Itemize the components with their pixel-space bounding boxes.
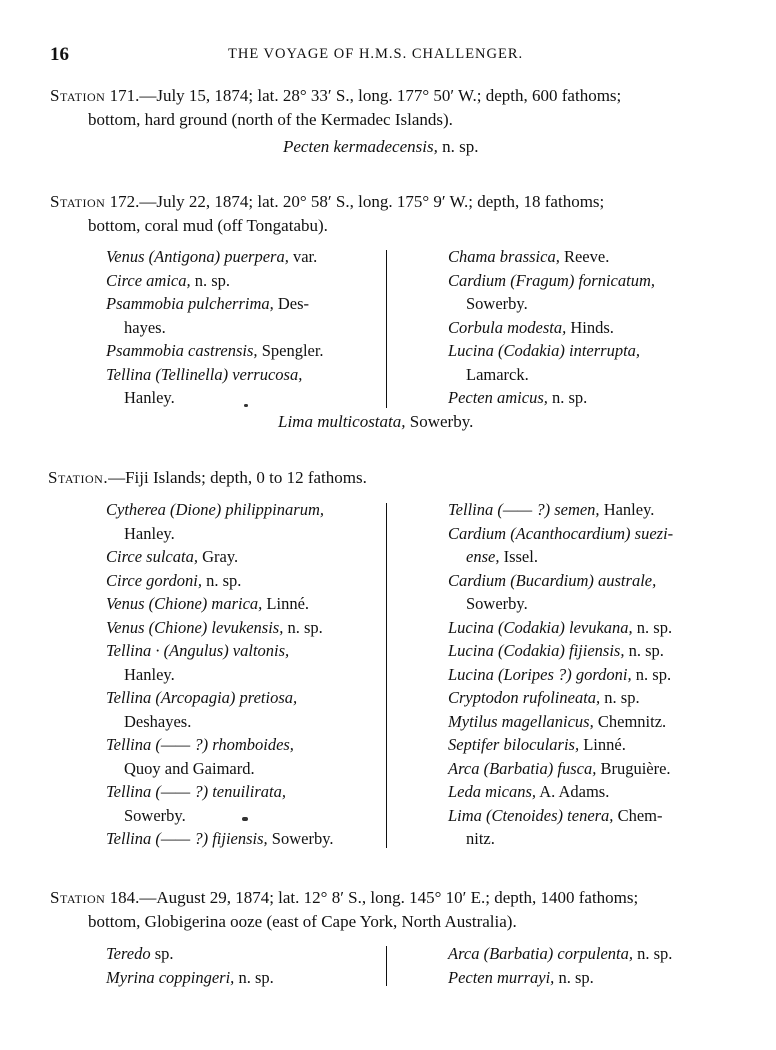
- running-title: THE VOYAGE OF H.M.S. CHALLENGER.: [228, 46, 524, 62]
- species-authority: Hanley.: [124, 664, 175, 684]
- station-184-heading: [50, 888, 638, 908]
- species-entry-line: [448, 269, 713, 293]
- species-entry-continuation: [448, 545, 713, 569]
- species-entry-line: [106, 966, 364, 990]
- species-authority: Deshayes.: [124, 711, 192, 731]
- species-authority: n. sp.: [283, 617, 323, 637]
- station-171-heading: [50, 86, 621, 106]
- species-entry: [448, 966, 713, 990]
- species-name: Psammobia pulcherrima,: [106, 294, 274, 313]
- station-171-line2: bottom, hard ground (north of the Kermadec Islands).: [88, 110, 453, 129]
- species-entry: [106, 780, 364, 827]
- species-entry-line: [106, 269, 364, 293]
- species-entry-line: [448, 710, 713, 734]
- species-entry-line: [448, 386, 713, 410]
- station-184-line2: bottom, Globigerina ooze (east of Cape York, North Australia).: [88, 912, 517, 931]
- species-entry-line: [448, 245, 713, 269]
- column-divider: [386, 250, 387, 408]
- species-name: Lima multicostata,: [278, 412, 406, 431]
- species-name: Arca (Barbatia) fusca,: [448, 758, 597, 778]
- species-authority: n. sp.: [632, 617, 673, 637]
- species-name: Tellina (—— ?) tenuilirata,: [106, 782, 286, 801]
- species-entry: [106, 639, 364, 686]
- species-name: Cardium (Bucardium) australe,: [448, 570, 657, 590]
- station-172-line1: 172.—July 22, 1874; lat. 20° 58′ S., long. 175° 9′ W.; depth, 18 fathoms;: [109, 192, 605, 211]
- station-172-right-column: [448, 245, 713, 410]
- species-entry: [448, 386, 713, 410]
- species-entry-line: [448, 339, 713, 363]
- species-authority: sp.: [150, 944, 174, 963]
- species-name: Mytilus magellanicus,: [448, 711, 594, 731]
- species-authority: Reeve.: [559, 247, 610, 266]
- station-172-center-species: [278, 412, 473, 432]
- species-authority: Chemnitz.: [593, 711, 667, 731]
- species-authority: Hanley.: [124, 523, 175, 543]
- species-entry: [448, 245, 713, 269]
- species-entry: [106, 498, 364, 545]
- fiji-right-column: [448, 498, 713, 851]
- species-entry: [448, 804, 713, 851]
- species-entry-line: [106, 363, 364, 387]
- species-entry-line: [106, 339, 364, 363]
- species-authority: var.: [288, 247, 318, 266]
- species-entry-line: [106, 780, 364, 804]
- species-authority: Spengler.: [257, 341, 324, 360]
- species-entry: [448, 663, 713, 687]
- species-authority: Hanley.: [124, 388, 175, 407]
- species-name: Tellina (—— ?) rhomboides,: [106, 735, 294, 754]
- species-entry-line: [448, 498, 713, 522]
- species-name: Septifer bilocularis,: [448, 735, 580, 754]
- species-entry-line: [106, 292, 364, 316]
- station-label: Station: [50, 888, 106, 907]
- species-entry: [106, 592, 364, 616]
- station-184-line1: 184.—August 29, 1874; lat. 12° 8′ S., long. 145° 10′ E.; depth, 1400 fathoms;: [109, 888, 639, 907]
- species-entry-line: [448, 316, 713, 340]
- species-entry: [448, 498, 713, 522]
- species-name: Lucina (Codakia) fijiensis,: [448, 641, 625, 660]
- species-entry-line: [448, 663, 713, 687]
- station-172-left-column: [106, 245, 364, 410]
- species-name: Chama brassica,: [448, 247, 560, 266]
- species-name: Lucina (Codakia) interrupta,: [448, 341, 641, 360]
- species-name: Teredo: [106, 944, 151, 963]
- species-authority: n. sp.: [600, 688, 640, 707]
- species-authority: Hinds.: [566, 317, 614, 337]
- station-172-heading: [50, 192, 604, 212]
- species-authority: Sowerby.: [466, 594, 528, 613]
- species-name: Tellina (Arcopagia) pretiosa,: [106, 688, 298, 707]
- species-entry: [448, 757, 713, 781]
- species-entry: [106, 245, 364, 269]
- species-authority: Bruguière.: [596, 758, 671, 778]
- species-name: Venus (Chione) marica,: [106, 594, 263, 613]
- species-entry: [448, 269, 713, 316]
- species-entry-line: [106, 592, 364, 616]
- station-184-right-column: [448, 942, 713, 989]
- species-authority: Hanley.: [599, 500, 655, 519]
- species-name: Circe gordoni,: [106, 570, 202, 590]
- species-entry: [106, 942, 364, 966]
- species-entry-line: [106, 245, 364, 269]
- species-entry-line: [106, 569, 364, 593]
- species-entry: [106, 269, 364, 293]
- species-entry-line: [448, 804, 713, 828]
- species-entry: [106, 966, 364, 990]
- species-entry: [448, 780, 713, 804]
- print-speck: [244, 404, 248, 407]
- species-name: Pecten murrayi,: [448, 967, 555, 987]
- species-entry-continuation: [106, 386, 364, 410]
- species-name: Corbula modesta,: [448, 317, 567, 337]
- species-authority: Gray.: [197, 547, 239, 566]
- species-name: Tellina (—— ?) fijiensis,: [106, 829, 268, 848]
- species-name: Cardium (Acanthocardium) suezi-: [448, 523, 674, 543]
- station-171-species: [283, 137, 478, 157]
- species-entry-line: [106, 733, 364, 757]
- species-entry: [448, 569, 713, 616]
- species-entry-continuation: [448, 827, 713, 851]
- station-label: Station.: [48, 468, 109, 487]
- species-authority: Des-: [273, 294, 310, 313]
- species-entry-line: [448, 616, 713, 640]
- species-entry-line: [448, 569, 713, 593]
- species-entry-line: [448, 757, 713, 781]
- species-authority: Sowerby.: [124, 805, 186, 825]
- species-entry-line: [106, 498, 364, 522]
- species-authority: n. sp.: [190, 270, 231, 290]
- species-entry-line: [106, 827, 364, 851]
- species-entry-continuation: [106, 804, 364, 828]
- species-authority: Sowerby.: [466, 294, 528, 313]
- fiji-left-column: [106, 498, 364, 851]
- species-entry-line: [106, 942, 364, 966]
- species-authority: Sowerby.: [405, 412, 474, 431]
- column-divider: [386, 503, 387, 848]
- species-authority: n. sp.: [201, 570, 242, 590]
- species-authority: n. sp.: [547, 388, 588, 407]
- species-name: Cytherea (Dione) philippinarum,: [106, 500, 324, 519]
- species-name: Cryptodon rufolineata,: [448, 688, 601, 707]
- species-entry: [448, 316, 713, 340]
- species-name: Venus (Chione) levukensis,: [106, 617, 284, 637]
- species-entry: [106, 827, 364, 851]
- species-authority: Linné.: [579, 735, 626, 754]
- species-authority: Linné.: [262, 594, 310, 613]
- species-entry-continuation: [448, 292, 713, 316]
- species-name: Arca (Barbatia) corpulenta,: [448, 944, 633, 963]
- species-name-continuation: ense,: [466, 547, 500, 566]
- species-entry: [448, 710, 713, 734]
- species-authority: Sowerby.: [267, 829, 334, 848]
- species-entry: [448, 522, 713, 569]
- species-entry: [106, 339, 364, 363]
- species-entry-line: [106, 686, 364, 710]
- station-172-line2: bottom, coral mud (off Tongatabu).: [88, 216, 328, 235]
- species-authority: n. sp.: [554, 967, 594, 987]
- species-entry: [106, 363, 364, 410]
- species-entry-line: [106, 545, 364, 569]
- species-authority: nitz.: [466, 829, 495, 848]
- species-name: Cardium (Fragum) fornicatum,: [448, 270, 656, 290]
- species-entry: [106, 616, 364, 640]
- station-184-left-column: [106, 942, 364, 989]
- species-authority: hayes.: [124, 317, 166, 337]
- station-label: Station: [50, 86, 106, 105]
- species-entry: [106, 686, 364, 733]
- species-entry: [106, 569, 364, 593]
- species-entry-continuation: [448, 363, 713, 387]
- species-name: Myrina coppingeri,: [106, 967, 235, 987]
- species-entry: [448, 686, 713, 710]
- station-171-line1: 171.—July 15, 1874; lat. 28° 33′ S., long. 177° 50′ W.; depth, 600 fathoms;: [109, 86, 622, 105]
- species-name: Circe amica,: [106, 270, 191, 290]
- species-entry-continuation: [106, 316, 364, 340]
- species-authority: Quoy and Gaimard.: [124, 758, 255, 778]
- species-authority: n. sp.: [234, 967, 274, 987]
- species-authority: Lamarck.: [466, 364, 529, 384]
- species-name: Lima (Ctenoides) tenera,: [448, 805, 614, 825]
- species-entry-line: [448, 733, 713, 757]
- station-label: Station: [50, 192, 106, 211]
- page-number: 16: [50, 44, 69, 65]
- species-name: Leda micans,: [448, 782, 536, 801]
- print-speck: [242, 817, 248, 821]
- species-authority: Chem-: [613, 805, 663, 825]
- species-entry-line: [448, 966, 713, 990]
- fiji-station-heading: [48, 468, 367, 488]
- species-entry-continuation: [106, 710, 364, 734]
- species-entry: [448, 733, 713, 757]
- species-entry-line: [448, 780, 713, 804]
- species-authority: A. Adams.: [536, 782, 610, 801]
- species-entry-continuation: [448, 592, 713, 616]
- species-name: Psammobia castrensis,: [106, 341, 258, 360]
- species-name: Lucina (Loripes ?) gordoni,: [448, 664, 632, 684]
- species-entry-continuation: [106, 522, 364, 546]
- species-entry-line: [448, 522, 713, 546]
- species-authority: Issel.: [499, 547, 538, 566]
- species-name: Tellina (Tellinella) verrucosa,: [106, 364, 303, 384]
- species-entry: [448, 616, 713, 640]
- species-authority: n. sp.: [632, 944, 673, 963]
- species-name: Circe sulcata,: [106, 547, 198, 566]
- species-authority: n. sp.: [631, 664, 672, 684]
- species-entry-line: [106, 639, 364, 663]
- species-name: Pecten amicus,: [448, 388, 548, 407]
- species-entry: [448, 639, 713, 663]
- species-name: Pecten kermadecensis,: [283, 137, 438, 156]
- species-entry-line: [448, 639, 713, 663]
- species-entry: [448, 942, 713, 966]
- species-authority: n. sp.: [624, 641, 664, 660]
- species-name: Lucina (Codakia) levukana,: [448, 617, 633, 637]
- species-entry: [106, 545, 364, 569]
- species-entry: [106, 733, 364, 780]
- species-entry-continuation: [106, 663, 364, 687]
- species-entry-continuation: [106, 757, 364, 781]
- species-entry-line: [448, 686, 713, 710]
- species-entry: [106, 292, 364, 339]
- species-entry-line: [448, 942, 713, 966]
- species-name: Venus (Antigona) puerpera,: [106, 247, 289, 266]
- species-authority: n. sp.: [437, 137, 479, 156]
- species-entry: [448, 339, 713, 386]
- species-name: Tellina (—— ?) semen,: [448, 500, 600, 519]
- species-entry-line: [106, 616, 364, 640]
- column-divider: [386, 946, 387, 986]
- species-name: Tellina · (Angulus) valtonis,: [106, 641, 290, 660]
- fiji-line1: —Fiji Islands; depth, 0 to 12 fathoms.: [108, 468, 367, 487]
